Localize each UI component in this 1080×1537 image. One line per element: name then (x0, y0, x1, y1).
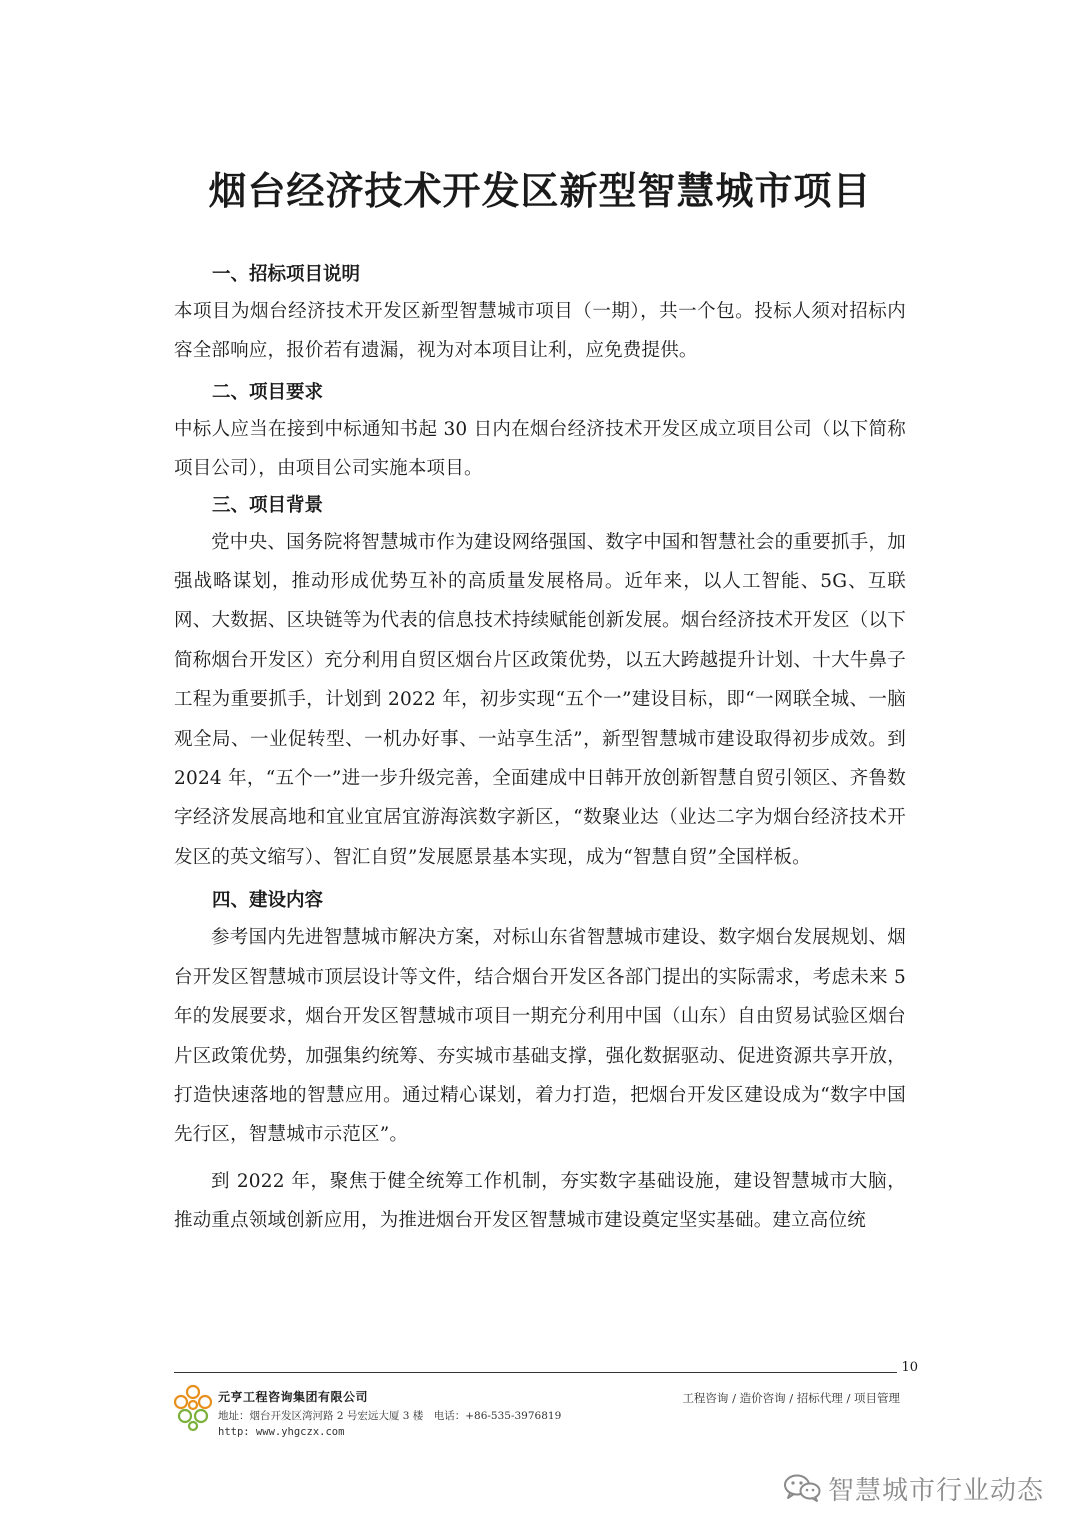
section-2-paragraph: 中标人应当在接到中标通知书起 30 日内在烟台经济技术开发区成立项目公司（以下简称项目公司），由项目公司实施本项目。 (174, 418, 906, 480)
footer-address: 地址：烟台开发区湾河路 2 号宏远大厦 3 楼 电话：+86-535-3976819 (218, 1410, 562, 1422)
footer-company-name: 元亨工程咨询集团有限公司 (218, 1390, 369, 1404)
footer-url: http: www.yhgczx.com (218, 1426, 345, 1438)
footer-services: 工程咨询 / 造价咨询 / 招标代理 / 项目管理 (682, 1391, 900, 1405)
page-number: 10 (897, 1360, 918, 1375)
company-logo-icon (170, 1382, 216, 1432)
section-heading-1: 一、招标项目说明 (212, 264, 361, 285)
section-3-paragraph: 党中央、国务院将智慧城市作为建设网络强国、数字中国和智慧社会的重要抓手，加强战略谋划，推动形成优势互补的高质量发展格局。近年来，以人工智能、5G、互联网、大数据、区块链等为代表的信息技术持续赋能创新发展。烟台经济技术开发区（以下简称烟台开发区）充分利用自贸区烟台片区政策优势，以五大跨越提升计划、十大牛鼻子工程为重要抓手，计划到 2022 年，初步实现“五个一”建设目标，即“一网联全城、一脑观全局、一业促转型、一机办好事、一站享生活”，新型智慧城市建设取得初步成效。到 2024 年，“五个一”进一步升级完善，全面建成中日韩开放创新智慧自贸引领区、齐鲁数字经济发展高地和宜业宜居宜游海滨数字新区，“数聚业达（业达二字为烟台经济技术开发区的英文缩写）、智汇自贸”发展愿景基本实现，成为“智慧自贸”全国样板。 (174, 531, 906, 868)
watermark-text: 智慧城市行业动态 (828, 1475, 1045, 1506)
section-heading-2: 二、项目要求 (212, 381, 324, 403)
wechat-icon (782, 1473, 822, 1503)
document-body (174, 258, 906, 1241)
section-1-paragraph: 本项目为烟台经济技术开发区新型智慧城市项目（一期），共一个包。投标人须对招标内容全部响应，报价若有遗漏，视为对本项目让利，应免费提供。 (174, 301, 906, 362)
document-title: 烟台经济技术开发区新型智慧城市项目 (208, 169, 872, 213)
footer-divider (174, 1372, 906, 1373)
section-4-paragraph-2: 到 2022 年，聚焦于健全统筹工作机制，夯实数字基础设施，建设智慧城市大脑，推动重点领域创新应用，为推进烟台开发区智慧城市建设奠定坚实基础。建立高位统 (174, 1170, 906, 1232)
section-4-paragraph-1: 参考国内先进智慧城市解决方案，对标山东省智慧城市建设、数字烟台发展规划、烟台开发区智慧城市顶层设计等文件，结合烟台开发区各部门提出的实际需求，考虑未来 5 年的发展要求，烟台开发区智慧城市项目一期充分利用中国（山东）自由贸易试验区烟台片区政策优势，加强集约统筹、夯实城市基础支撑，强化数据驱动、促进资源共享开放，打造快速落地的智慧应用。通过精心谋划，着力打造，把烟台开发区建设成为“数字中国先行区，智慧城市示范区”。 (174, 927, 906, 1146)
section-heading-4: 四、建设内容 (212, 890, 324, 912)
watermark (782, 1470, 1044, 1506)
section-heading-3: 三、项目背景 (212, 494, 324, 516)
